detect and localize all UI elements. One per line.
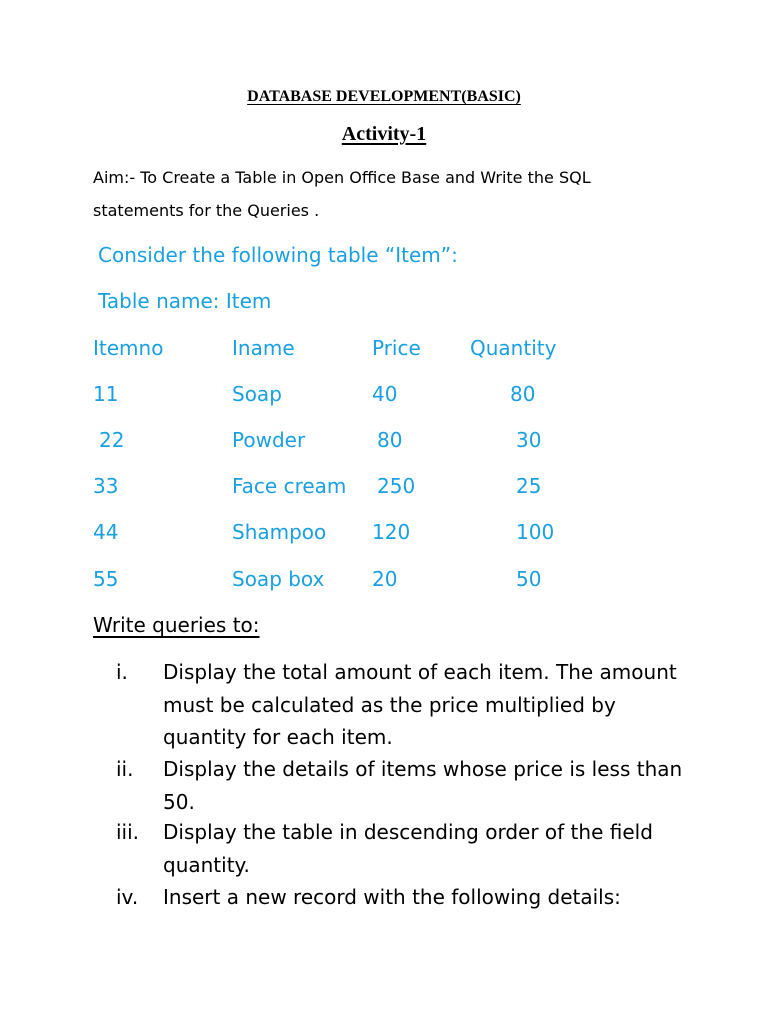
table-cell: 20 [372,567,398,591]
list-item-text: Display the total amount of each item. The amount must be calculated as the price multiplied by quantity for each item. [163,660,677,749]
table-cell: 80 [510,382,536,406]
table-cell: 50 [516,567,542,591]
document-heading: DATABASE DEVELOPMENT(BASIC) [247,88,521,105]
table-cell: 120 [372,520,411,544]
table-cell: Face cream [232,474,347,498]
list-item-number: iv. [116,885,139,909]
activity-title: Activity-1 [341,123,427,145]
list-item-text: Display the table in descending order of the field quantity. [163,820,653,877]
list-item-number: ii. [116,757,134,781]
aim-text: Aim:- To Create a Table in Open Office Base and Write the SQL statements for the Queries . [93,168,591,220]
table-cell: 22 [99,428,125,452]
col-header-iname: Iname [232,336,295,360]
table-cell: 100 [516,520,555,544]
list-item-text: Display the details of items whose price is less than 50. [163,757,683,814]
table-cell: 33 [93,474,119,498]
table-cell: 55 [93,567,119,591]
list-item-number: i. [116,660,128,684]
table-cell: 25 [516,474,542,498]
list-item-text: Insert a new record with the following details: [163,885,621,909]
table-cell: 40 [372,382,398,406]
table-cell: Soap [232,382,282,406]
col-header-price: Price [372,336,421,360]
table-cell: Soap box [232,567,325,591]
list-item-number: iii. [116,820,140,844]
table-cell: 250 [377,474,416,498]
col-header-itemno: Itemno [93,336,164,360]
consider-text: Consider the following table “Item”: [98,243,458,267]
col-header-quantity: Quantity [470,336,557,360]
queries-title: Write queries to: [93,613,260,637]
table-cell: 11 [93,382,119,406]
table-cell: 30 [516,428,542,452]
table-cell: 80 [377,428,403,452]
table-cell: Shampoo [232,520,327,544]
table-name: Table name: Item [98,289,272,313]
table-cell: Powder [232,428,306,452]
table-cell: 44 [93,520,119,544]
